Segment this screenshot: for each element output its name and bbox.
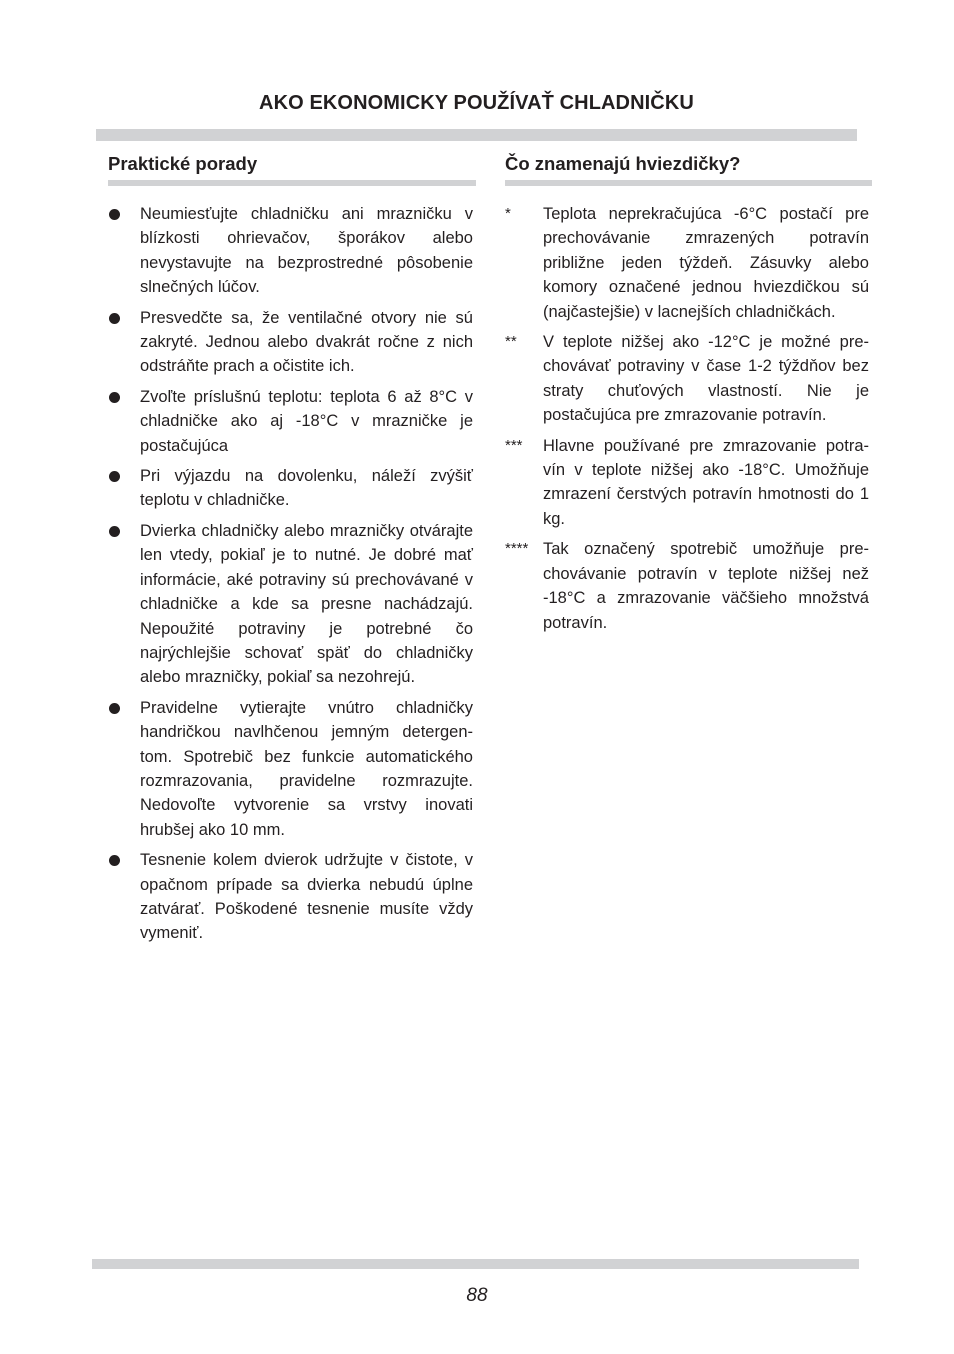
bullet-dot-icon (109, 392, 120, 403)
practical-tips-heading: Praktické porady (108, 153, 258, 174)
star-mark: * (505, 205, 511, 222)
list-item: **** Tak označený spotrebič umožňuje pre-chovávanie potravín v teplote nižšej než -18°C a zmrazovanie väčšieho množstvá potravín. (505, 537, 872, 635)
star-mark: ** (505, 333, 517, 351)
bullet-dot-icon (109, 703, 120, 714)
list-item: Tesnenie kolem dvierok udržujte v čistote, v opačnom prípade sa dvierka nebudú úplne zatvárať. Poškodené tesnenie musíte vždy vymeniť. (108, 848, 476, 946)
star-ratings-heading: Čo znamenajú hviezdičky? (505, 153, 741, 174)
star-mark: **** (505, 540, 529, 558)
bullet-dot-icon (109, 209, 120, 220)
bullet-dot-icon (109, 526, 120, 537)
practical-tips-column (108, 150, 476, 952)
list-item: Pri výjazdu na dovolenku, náleží zvýšiť teplotu v chladničke. (108, 464, 476, 513)
list-item: ** V teplote nižšej ako -12°C je možné pre-chovávať potraviny v čase 1-2 týždňov bez straty chuťových vlastností. Nie je postačujúca pre zmrazovanie potravín. (505, 330, 872, 428)
practical-tips-divider (108, 180, 476, 186)
footer-divider (92, 1259, 859, 1269)
star-ratings-list (505, 202, 872, 635)
star-ratings-divider (505, 180, 872, 186)
list-item: Dvierka chladničky alebo mrazničky otvárajte len vtedy, pokiaľ je to nutné. Je dobré mať informácie, aké potraviny sú prechovávané v chladničke a kde sa presne nachádzajú. Nepoužité potraviny je potrebné čo najrýchlejšie schovať späť do chladničky alebo mrazničky, pokiaľ sa nezohrejú. (108, 519, 476, 690)
star-ratings-column (505, 150, 872, 641)
star-mark: *** (505, 436, 523, 454)
list-item: Presvedčte sa, že ventilačné otvory nie sú zakryté. Jednou alebo dvakrát ročne z nich odstráňte prach a očistite ich. (108, 306, 476, 379)
list-item: * Teplota neprekračujúca -6°C postačí pre prechovávanie zmrazených potravín približne jeden týždeň. Zásuvky alebo komory označené jednou hviezdičkou sú (najčastejšie) v lacnejších chladničkách. (505, 202, 872, 324)
page-number: 88 (466, 1285, 488, 1306)
list-item: Neumiesťujte chladničku ani mrazničku v blízkosti ohrievačov, šporákov alebo nevystavujte na bezprostredné pôsobenie slnečných lúčov. (108, 202, 476, 300)
page-title: AKO EKONOMICKY POUŽÍVAŤ CHLADNIČKU (259, 92, 694, 114)
practical-tips-list (108, 202, 476, 946)
bullet-dot-icon (109, 313, 120, 324)
list-item: *** Hlavne používané pre zmrazovanie potra-vín v teplote nižšej ako -18°C. Umožňuje zmrazení čerstvých potravín hmotnosti do 1 kg. (505, 434, 872, 532)
bullet-dot-icon (109, 471, 120, 482)
title-divider (96, 129, 857, 141)
list-item: Zvoľte príslušnú teplotu: teplota 6 až 8°C v chladničke ako aj -18°C v mrazničke je postačujúca (108, 385, 476, 458)
bullet-dot-icon (109, 855, 120, 866)
list-item: Pravidelne vytierajte vnútro chladničky handričkou navlhčenou jemným detergen-tom. Spotrebič bez funkcie automatického rozmrazovania, pravidelne rozmrazujte. Nedovoľte vytvorenie sa vrstvy inovati hrubšej ako 10 mm. (108, 696, 476, 842)
